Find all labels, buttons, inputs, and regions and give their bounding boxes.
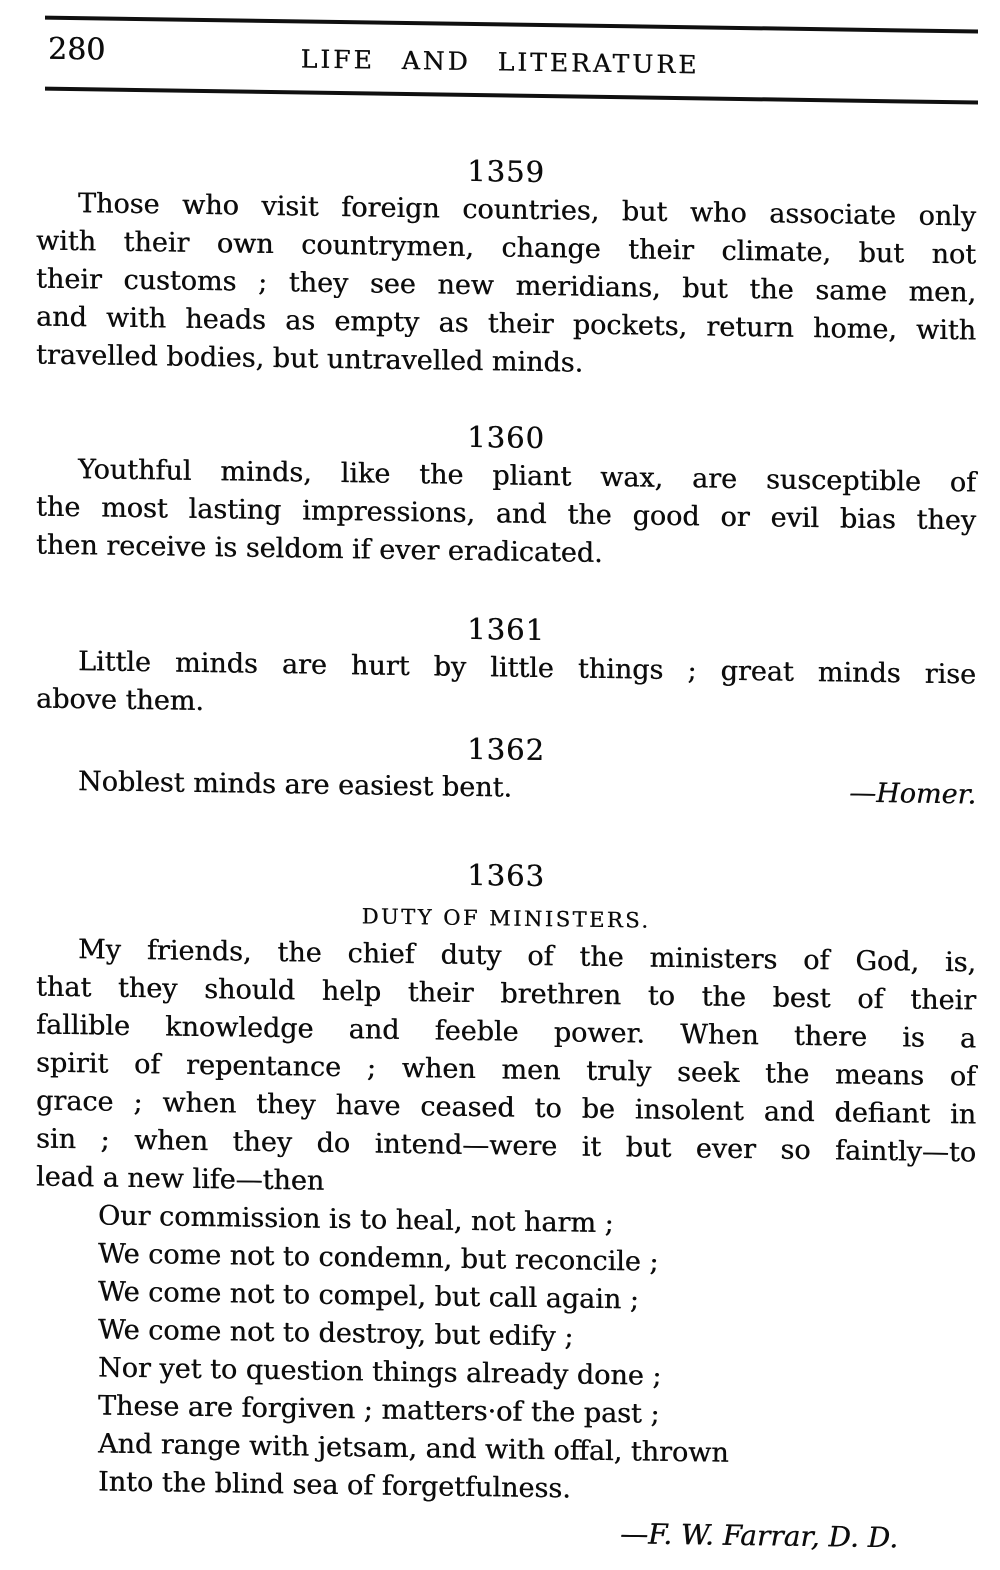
- text-line: spirit of repentance ; when men truly seek the means of: [36, 1047, 976, 1093]
- text-line: sin ; when they do intend—were it but ever so faintly—to: [36, 1123, 976, 1169]
- text-line: with their own countrymen, change their climate, but not: [36, 225, 976, 271]
- quotation-number: 1362: [467, 731, 545, 768]
- quotation-paragraph: [36, 185, 976, 389]
- text-line: the most lasting impressions, and the good or evil bias they: [36, 491, 976, 537]
- text-line: and with heads as empty as their pockets, return home, with: [36, 301, 976, 347]
- text-line: their customs ; they see new meridians, but the same men,: [36, 263, 976, 309]
- quotation-section-1363: [36, 851, 976, 1559]
- quotation-text: Noblest minds are easiest bent.: [78, 766, 512, 804]
- text-line: Little minds are hurt by little things ; great minds rise: [78, 646, 976, 691]
- quotation-number: 1361: [467, 611, 545, 648]
- text-line: My friends, the chief duty of the ministers of God, is,: [78, 934, 976, 979]
- text-line: lead a new life—then: [36, 1161, 325, 1197]
- section-subtitle: DUTY OF MINISTERS.: [361, 904, 651, 933]
- running-title: LIFE AND LITERATURE: [300, 44, 700, 80]
- quotation-number: 1360: [467, 419, 545, 456]
- text-line: Nor yet to question things already done ;: [98, 1352, 662, 1392]
- quotation-section-1362: [36, 725, 976, 815]
- page-number: 280: [48, 31, 106, 68]
- text-line: then receive is seldom if ever eradicated.: [36, 529, 603, 569]
- text-line: And range with jetsam, and with offal, thrown: [98, 1428, 729, 1469]
- text-line: that they should help their brethren to the best of their: [36, 971, 976, 1017]
- text-line: grace ; when they have ceased to be insolent and defiant in: [36, 1085, 976, 1131]
- poem-block: [98, 1197, 976, 1514]
- page-skew-wrapper: [0, 15, 1000, 1559]
- quotation-paragraph: [36, 451, 976, 579]
- quotation-section-1359: [36, 147, 976, 389]
- text-line: travelled bodies, but untravelled minds.: [36, 339, 584, 379]
- attribution-homer: —Homer.: [849, 777, 976, 811]
- attribution-farrar: —F. W. Farrar, D. D.: [620, 1517, 898, 1555]
- text-line: We come not to destroy, but edify ;: [98, 1314, 574, 1353]
- quotation-paragraph: [36, 931, 976, 1211]
- text-line: We come not to compel, but call again ;: [98, 1276, 639, 1316]
- text-line: fallible knowledge and feeble power. When there is a: [36, 1009, 976, 1055]
- text-line: Our commission is to heal, not harm ;: [98, 1200, 614, 1240]
- text-line: Those who visit foreign countries, but who associate only: [78, 188, 976, 233]
- quotation-paragraph: [36, 643, 976, 733]
- text-line: These are forgiven ; matters·of the past ;: [98, 1390, 660, 1430]
- text-line: above them.: [36, 683, 204, 718]
- quotation-number: 1363: [467, 857, 545, 894]
- text-line: We come not to condemn, but reconcile ;: [98, 1238, 659, 1278]
- quotation-number: 1359: [467, 153, 545, 190]
- text-line: Into the blind sea of forgetfulness.: [98, 1466, 571, 1505]
- text-line: Youthful minds, like the pliant wax, are susceptible of: [78, 454, 976, 499]
- page-body: [36, 147, 976, 1559]
- quotation-section-1361: [36, 605, 976, 733]
- quotation-section-1360: [36, 413, 976, 579]
